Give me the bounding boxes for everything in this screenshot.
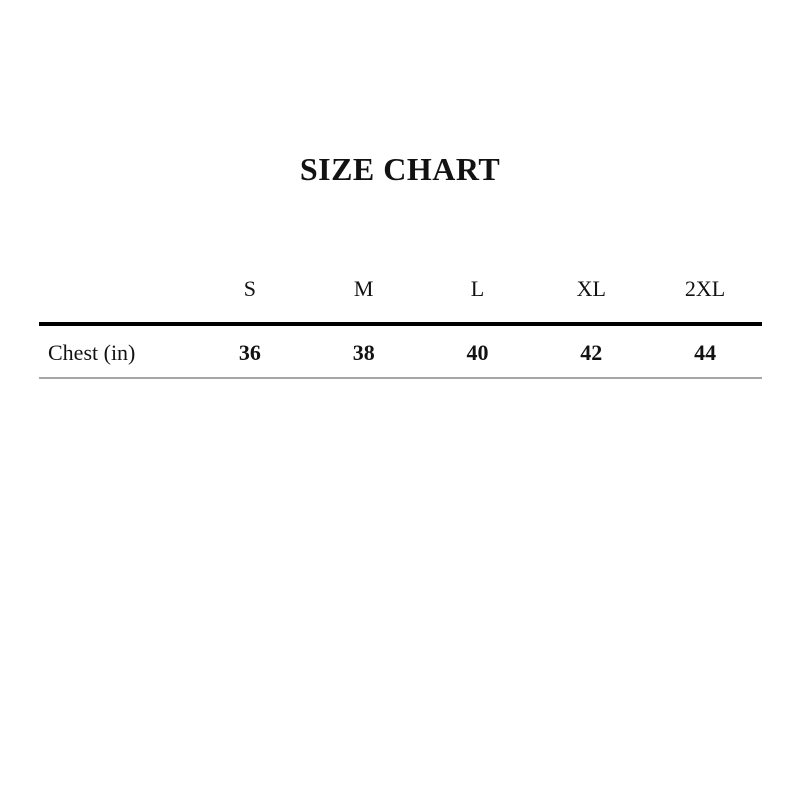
table-row-chest bbox=[39, 324, 762, 378]
column-header-xl: XL bbox=[534, 276, 648, 324]
chest-value-2xl: 44 bbox=[648, 324, 762, 378]
row-label-chest: Chest (in) bbox=[39, 324, 193, 378]
chest-value-xl: 42 bbox=[534, 324, 648, 378]
chest-value-l: 40 bbox=[421, 324, 535, 378]
column-header-m: M bbox=[307, 276, 421, 324]
column-header-2xl: 2XL bbox=[648, 276, 762, 324]
page-title: SIZE CHART bbox=[299, 151, 501, 187]
corner-cell bbox=[39, 276, 193, 324]
chest-value-m: 38 bbox=[307, 324, 421, 378]
column-header-l: L bbox=[421, 276, 535, 324]
column-header-s: S bbox=[193, 276, 307, 324]
chest-value-s: 36 bbox=[193, 324, 307, 378]
size-chart-table bbox=[39, 276, 762, 379]
table-header-row bbox=[39, 276, 762, 324]
